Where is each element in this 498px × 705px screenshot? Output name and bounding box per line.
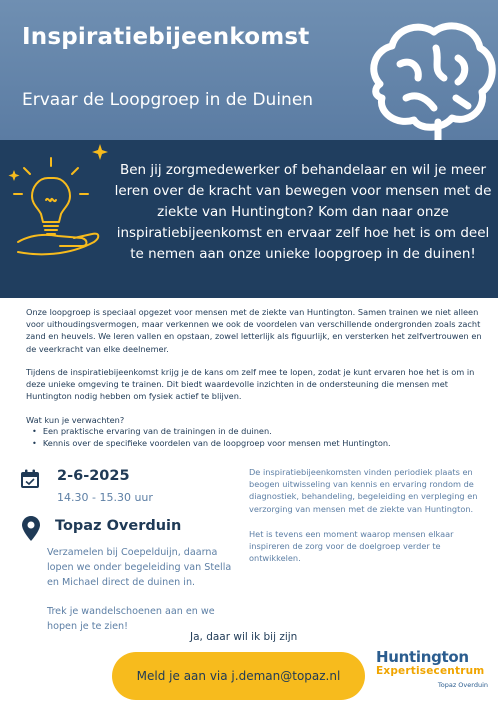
event-date: 2-6-2025 [57,468,130,484]
logo [376,648,494,700]
logo-line-1: Huntington [376,648,469,666]
page-subtitle: Ervaar de Loopgroep in de Duinen [22,90,314,110]
cta-line: Ja, daar wil ik bij zijn [190,631,298,643]
meeting-info: Verzamelen bij Coepelduijn, daarna lopen we onder begeleiding van Stella en Michael direct de duinen in. [47,547,232,588]
closing-text: Trek je wandelschoenen aan en we hopen je te zien! [47,606,215,632]
side-paragraph-1: De inspiratiebijeenkomsten vinden periodiek plaats en beogen uitwisseling van kennis en ervaring rondom de diagnostiek, behandeling, begeleiding en verpleging en verzorging van mensen met de ziekte van Huntington. [249,467,478,514]
intro-text: Ben jij zorgmedewerker of behandelaar en wil je meer leren over de kracht van bewegen voor mensen met de ziekte van Huntington? Kom dan naar onze inspiratiebijeenkomst en ervaar zelf hoe het is om deel te nemen aan onze unieke loopgroep in de duinen! [114,162,492,262]
side-paragraph-2: Het is tevens een moment waarop mensen elkaar inspireren de zorg voor de doelgroep verder te ontwikkelen. [249,529,454,564]
body-paragraph-1: Onze loopgroep is speciaal opgezet voor mensen met de ziekte van Huntington. Samen trainen we niet alleen voor uithoudingsvermogen, maar verkennen we ook de voordelen van verschillende ondergronden zoals zacht zand en heuvels. We leren vallen en opstaan, zowel letterlijk als figuurlijk, en versterken het zelfvertrouwen en de veerkracht van elke deelnemer. [26,307,482,354]
event-location: Topaz Overduin [55,518,182,534]
location-pin-icon [22,516,40,541]
expect-heading: Wat kun je verwachten? [26,415,125,425]
logo-line-2: Expertisecentrum [376,665,485,677]
brain-icon [360,12,498,157]
event-time: 14.30 - 15.30 uur [57,491,153,504]
list-item: • Een praktische ervaring van de trainingen in de duinen. [32,425,482,437]
expect-list [32,425,482,449]
list-item: • Kennis over de specifieke voordelen van de loopgroep voor mensen met Huntington. [32,437,482,449]
logo-line-3: Topaz Overduin [437,681,488,689]
calendar-icon [20,469,40,489]
signup-button[interactable]: Meld je aan via j.deman@topaz.nl [112,652,365,700]
body-paragraph-2: Tijdens de inspiratiebijeenkomst krijg je de kans om zelf mee te lopen, zodat je kunt ervaren hoe het is om in deze unieke omgeving te trainen. Dit biedt waardevolle inzichten in de ondersteuning die mensen met Huntington nodig hebben om fysiek actief te blijven. [26,367,475,402]
page-title: Inspiratiebijeenkomst [22,24,310,50]
lightbulb-hand-icon [8,130,118,260]
